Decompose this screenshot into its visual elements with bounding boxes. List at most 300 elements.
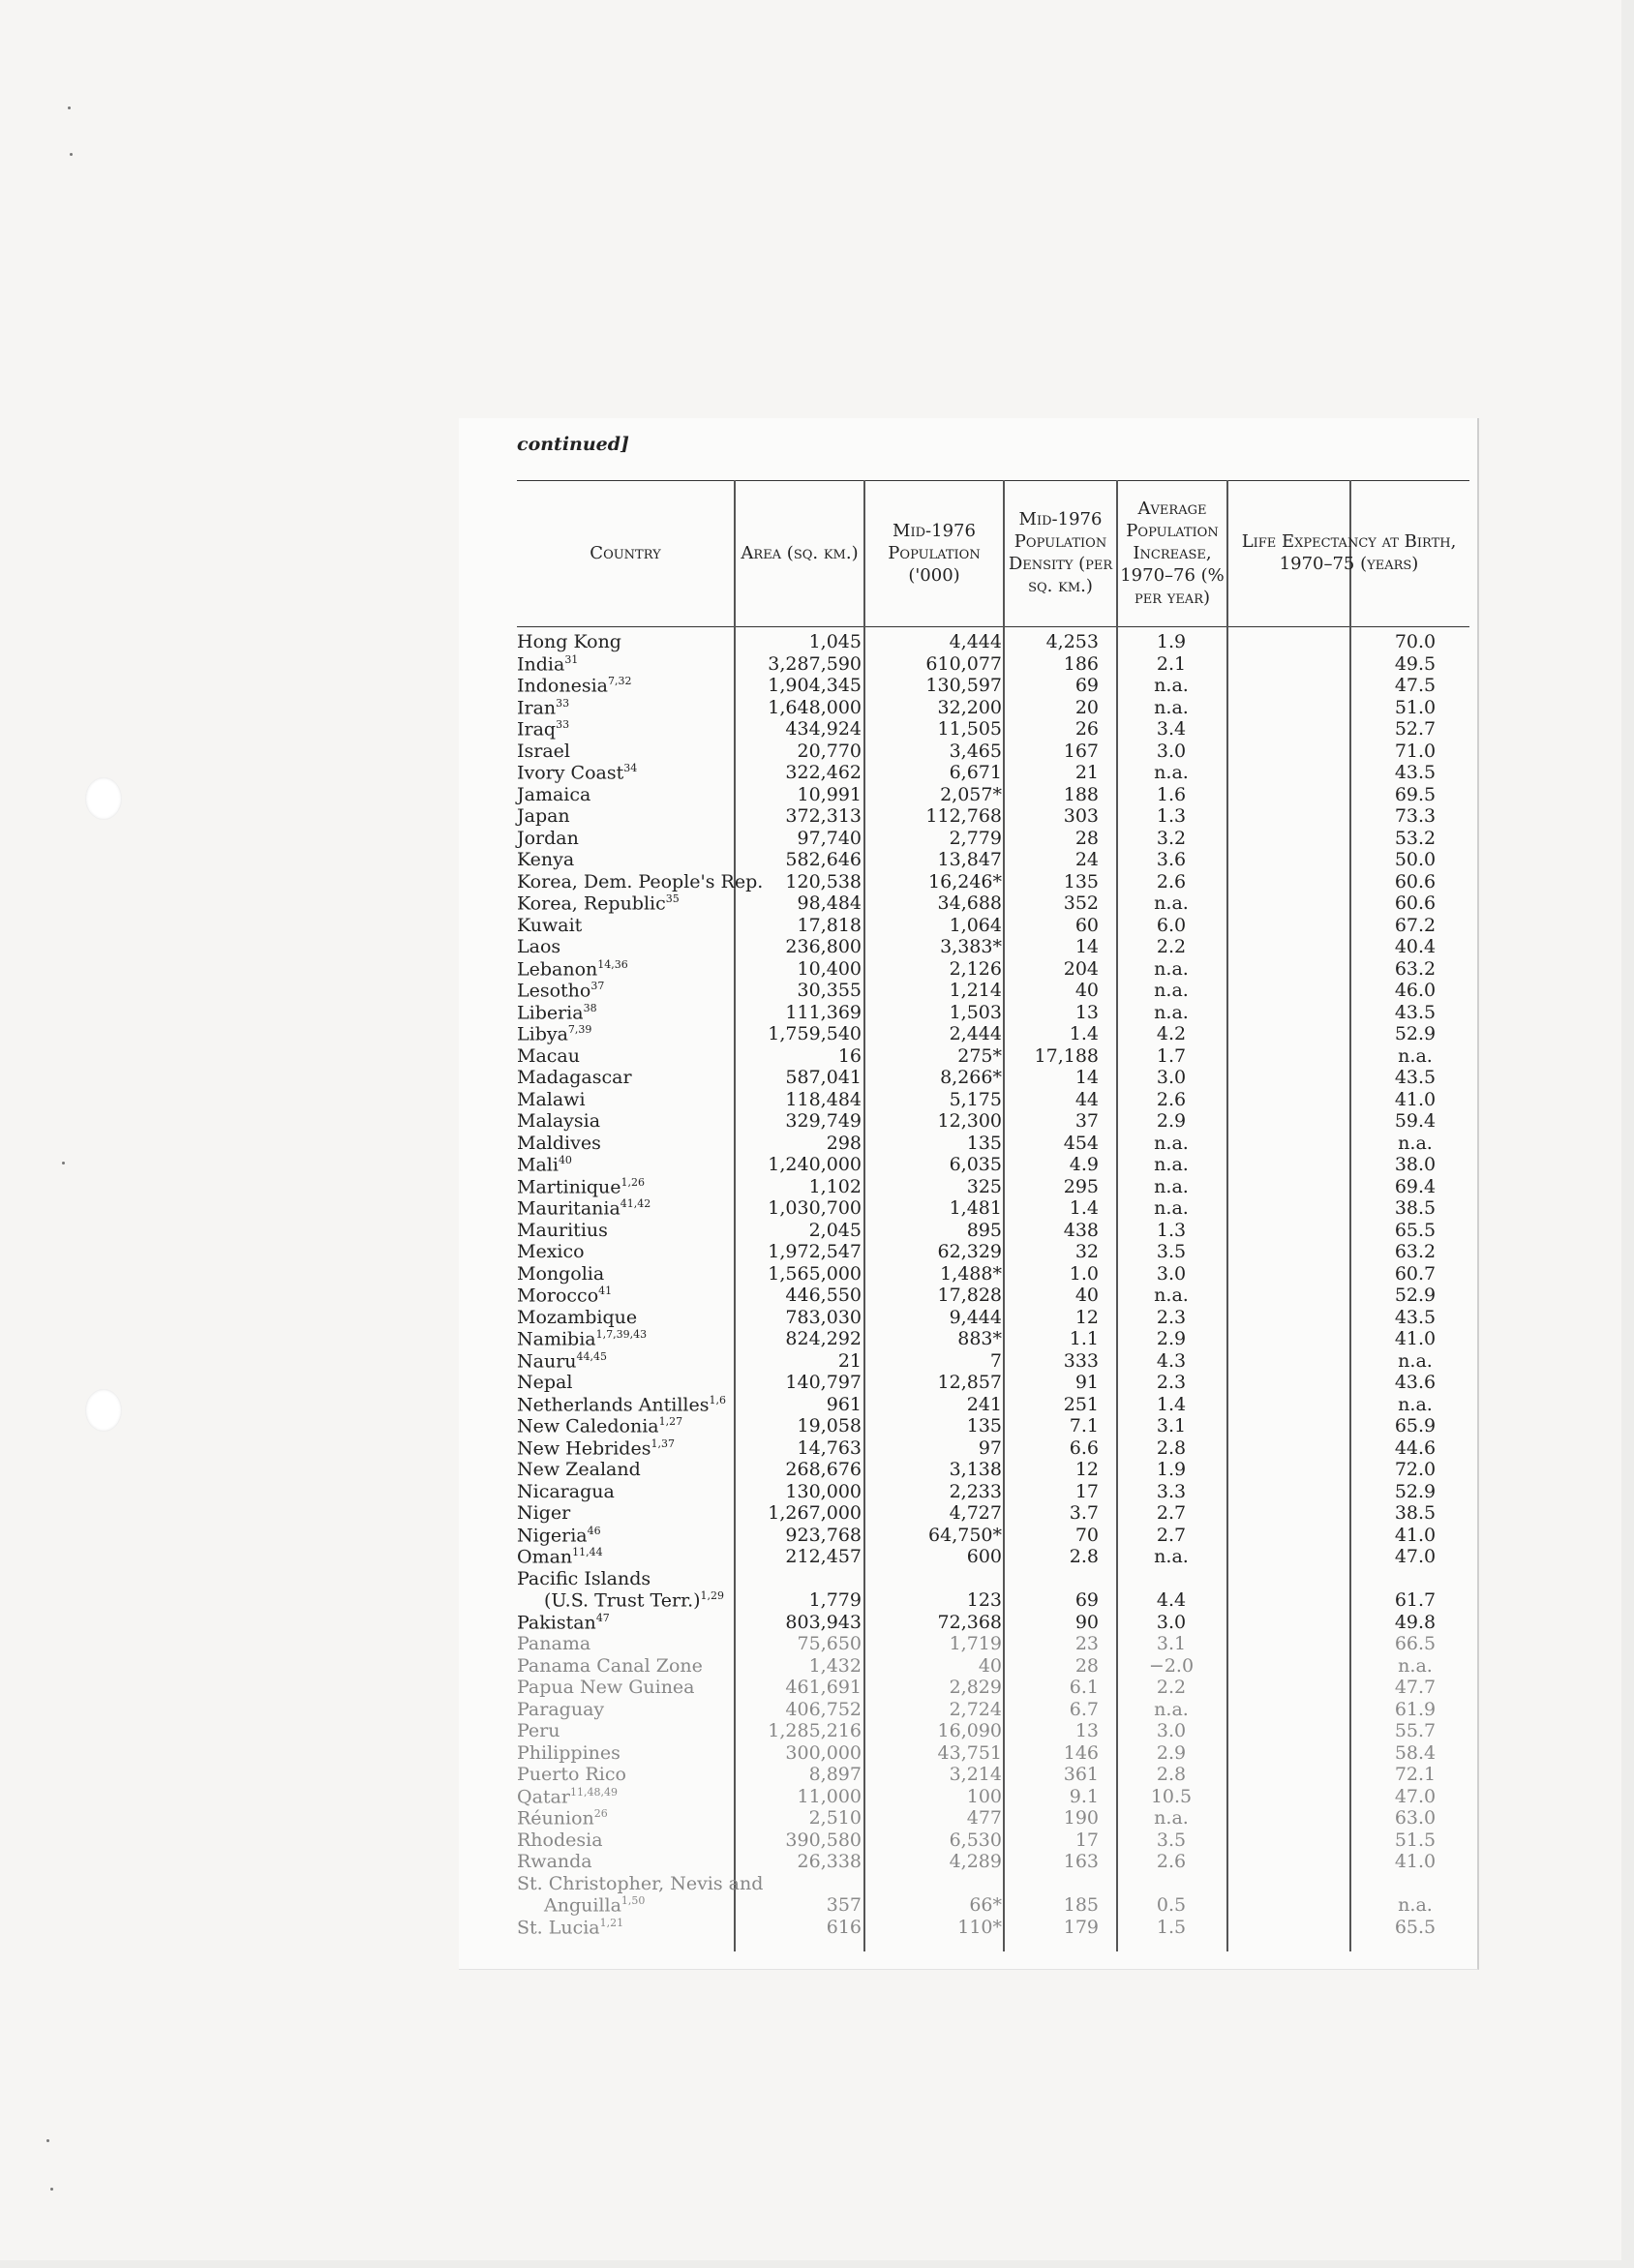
cell-life: 63.2 <box>1394 957 1437 980</box>
cell-den: 1.4 <box>1069 1023 1099 1044</box>
cell-pop: 1,719 <box>949 1633 1002 1654</box>
cell-inc: 4.4 <box>1156 1589 1187 1611</box>
cell-area: 1,904,345 <box>768 675 862 696</box>
cell-inc: 2.3 <box>1156 1306 1187 1328</box>
country-label: Nicaragua <box>517 1480 615 1502</box>
cell-area: 2,045 <box>808 1219 862 1241</box>
footnote-ref: 14,36 <box>597 957 628 971</box>
cell-inc: 2.9 <box>1156 1328 1187 1349</box>
cell-life: 43.5 <box>1394 1001 1437 1023</box>
cell-den: 3.7 <box>1069 1502 1099 1524</box>
cell-den: 60 <box>1074 914 1099 936</box>
cell-area: 236,800 <box>785 936 862 957</box>
footnote-ref: 35 <box>665 892 680 905</box>
cell-life: 60.6 <box>1394 870 1437 892</box>
header-life-expectancy: Life Expectancy at Birth, 1970–75 (years) <box>1241 531 1457 574</box>
country-label: Martinique <box>517 1175 621 1197</box>
table-row <box>517 762 1469 784</box>
cell-inc: 3.1 <box>1156 1633 1187 1654</box>
cell-area: 298 <box>826 1132 862 1154</box>
cell-inc: 0.5 <box>1156 1894 1187 1916</box>
footnote-ref: 11,48,49 <box>569 1785 618 1799</box>
country-name <box>517 1394 726 1415</box>
cell-pop: 2,779 <box>949 827 1002 849</box>
cell-den: 352 <box>1063 892 1099 914</box>
cell-pop: 110* <box>957 1916 1002 1938</box>
cell-area: 357 <box>826 1894 862 1916</box>
cell-den: 24 <box>1074 849 1099 870</box>
country-name <box>517 1568 651 1589</box>
country-name <box>517 631 621 652</box>
cell-pop: 2,126 <box>949 957 1002 980</box>
table-row <box>517 1197 1469 1220</box>
header-country: Country <box>590 542 661 563</box>
country-label: Philippines <box>517 1741 620 1764</box>
cell-life: 43.5 <box>1394 1067 1437 1088</box>
table-row <box>517 1568 1469 1590</box>
cell-area: 616 <box>826 1916 862 1938</box>
cell-den: 190 <box>1063 1807 1099 1829</box>
country-name <box>517 784 590 805</box>
cell-area: 803,943 <box>785 1611 862 1633</box>
cell-inc: n.a. <box>1154 892 1189 914</box>
table-row <box>517 871 1469 893</box>
country-label: Pakistan <box>517 1611 596 1633</box>
cell-pop: 72,368 <box>937 1611 1002 1633</box>
cell-den: 26 <box>1074 718 1099 740</box>
table-row <box>517 1176 1469 1198</box>
table-row <box>517 1807 1469 1830</box>
cell-inc: n.a. <box>1154 957 1189 980</box>
cell-life: 47.7 <box>1394 1677 1437 1698</box>
table-row <box>517 1633 1469 1655</box>
cell-pop: 2,444 <box>949 1023 1002 1044</box>
country-label: Mauritania <box>517 1197 620 1220</box>
cell-pop: 64,750* <box>928 1524 1002 1546</box>
cell-area: 140,797 <box>785 1372 862 1393</box>
cell-area: 446,550 <box>785 1285 862 1306</box>
table-row <box>517 1481 1469 1503</box>
cell-area: 212,457 <box>785 1546 862 1567</box>
country-name <box>517 1197 651 1219</box>
cell-life: 38.5 <box>1394 1197 1437 1219</box>
cell-inc: 3.3 <box>1156 1480 1187 1502</box>
cell-pop: 1,481 <box>949 1197 1002 1219</box>
country-label: St. Lucia <box>517 1916 600 1938</box>
scan-speck <box>62 1162 65 1164</box>
scan-speck <box>68 106 71 109</box>
country-name <box>517 1241 585 1262</box>
cell-inc: 1.4 <box>1156 1393 1187 1415</box>
cell-pop: 3,465 <box>949 740 1002 762</box>
country-label: Niger <box>517 1502 571 1524</box>
cell-pop: 1,214 <box>949 980 1002 1001</box>
cell-pop: 6,035 <box>949 1154 1002 1175</box>
cell-pop: 66* <box>969 1894 1002 1916</box>
country-name <box>517 849 574 870</box>
cell-inc: 2.2 <box>1156 936 1187 957</box>
cell-life: 69.5 <box>1394 783 1437 805</box>
cell-inc: n.a. <box>1154 1154 1189 1175</box>
country-label: Libya <box>517 1023 568 1045</box>
punch-hole <box>85 777 122 820</box>
country-label: Hong Kong <box>517 631 621 652</box>
cell-den: 21 <box>1074 762 1099 783</box>
footnote-ref: 37 <box>590 980 605 992</box>
country-name <box>517 741 570 762</box>
cell-den: 40 <box>1074 980 1099 1001</box>
table-row <box>517 980 1469 1002</box>
cell-area: 1,432 <box>808 1654 862 1677</box>
cell-inc: 2.3 <box>1156 1372 1187 1393</box>
continued-label: continued] <box>517 434 630 455</box>
country-name <box>517 1133 601 1154</box>
header-density: Mid-1976 Population Density (per sq. km.) <box>1008 509 1113 596</box>
country-name <box>517 1307 637 1328</box>
cell-life: 73.3 <box>1394 805 1437 827</box>
cell-inc: 2.9 <box>1156 1741 1187 1764</box>
country-label: Peru <box>517 1720 560 1741</box>
cell-pop: 4,289 <box>949 1851 1002 1872</box>
cell-life: 63.0 <box>1394 1807 1437 1829</box>
cell-area: 14,763 <box>797 1436 862 1459</box>
country-label: St. Christopher, Nevis and <box>517 1872 764 1894</box>
footnote-ref: 26 <box>593 1807 608 1820</box>
country-label: Kuwait <box>517 914 583 936</box>
cell-life: 60.7 <box>1394 1262 1437 1285</box>
country-name <box>544 1894 645 1916</box>
cell-den: 188 <box>1063 783 1099 805</box>
cell-inc: 2.7 <box>1156 1502 1187 1524</box>
cell-pop: 12,300 <box>937 1110 1002 1132</box>
cell-pop: 16,246* <box>928 870 1002 892</box>
table-row <box>517 1307 1469 1329</box>
cell-pop: 325 <box>966 1175 1002 1197</box>
cell-life: n.a. <box>1398 1894 1433 1916</box>
cell-inc: 3.5 <box>1156 1241 1187 1262</box>
country-name <box>517 1154 572 1175</box>
cell-area: 1,102 <box>808 1175 862 1197</box>
cell-area: 2,510 <box>808 1807 862 1829</box>
country-name <box>517 1437 675 1459</box>
cell-den: 6.7 <box>1069 1698 1099 1720</box>
cell-den: 28 <box>1074 1654 1099 1677</box>
cell-life: 72.1 <box>1394 1764 1437 1785</box>
country-label: Netherlands Antilles <box>517 1393 710 1415</box>
cell-pop: 2,724 <box>949 1698 1002 1720</box>
cell-inc: n.a. <box>1154 1197 1189 1219</box>
cell-life: 51.0 <box>1394 696 1437 718</box>
country-label: Paraguay <box>517 1698 605 1720</box>
country-label: Panama <box>517 1633 591 1654</box>
country-name <box>517 762 637 783</box>
footnote-ref: 38 <box>583 1001 597 1014</box>
cell-inc: 2.8 <box>1156 1436 1187 1459</box>
cell-den: 6.1 <box>1069 1677 1099 1698</box>
table-row <box>517 1154 1469 1176</box>
cell-pop: 4,444 <box>949 631 1002 652</box>
table-row <box>517 653 1469 676</box>
country-name <box>517 1720 560 1741</box>
country-name <box>517 1023 591 1044</box>
cell-den: 7.1 <box>1069 1415 1099 1436</box>
country-label: Indonesia <box>517 675 608 697</box>
cell-inc: 1.3 <box>1156 805 1187 827</box>
table-row <box>517 805 1469 828</box>
cell-inc: n.a. <box>1154 675 1189 696</box>
cell-life: 38.0 <box>1394 1154 1437 1175</box>
cell-den: 204 <box>1063 957 1099 980</box>
cell-pop: 275* <box>957 1044 1002 1067</box>
cell-den: 70 <box>1074 1524 1099 1546</box>
table-row <box>517 1677 1469 1699</box>
cell-den: 17,188 <box>1034 1044 1099 1067</box>
table-row <box>517 741 1469 763</box>
footnote-ref: 1,26 <box>620 1175 646 1189</box>
cell-inc: 3.5 <box>1156 1829 1187 1851</box>
table-row <box>517 1894 1469 1917</box>
country-name <box>517 1655 703 1677</box>
table-row <box>517 1089 1469 1111</box>
cell-life: 72.0 <box>1394 1459 1437 1480</box>
table-row <box>517 1263 1469 1285</box>
cell-pop: 112,768 <box>925 805 1002 827</box>
country-label: Nepal <box>517 1372 573 1393</box>
cell-pop: 97 <box>978 1436 1002 1459</box>
cell-area: 961 <box>826 1393 862 1415</box>
footnote-ref: 1,27 <box>658 1415 683 1428</box>
country-name <box>517 1285 612 1306</box>
footnote-ref: 33 <box>556 718 570 731</box>
cell-area: 97,740 <box>797 827 862 849</box>
cell-life: 65.5 <box>1394 1219 1437 1241</box>
table-row <box>517 1873 1469 1895</box>
country-name <box>517 1677 695 1698</box>
cell-den: 13 <box>1074 1720 1099 1741</box>
table-row <box>517 1220 1469 1242</box>
table-row <box>517 1851 1469 1873</box>
cell-life: 69.4 <box>1394 1175 1437 1197</box>
country-label: Korea, Dem. People's Rep. <box>517 870 764 892</box>
cell-den: 4,253 <box>1045 631 1099 652</box>
cell-pop: 1,064 <box>949 914 1002 936</box>
country-name <box>517 1045 580 1067</box>
country-label: (U.S. Trust Terr.) <box>544 1589 701 1612</box>
cell-inc: n.a. <box>1154 1175 1189 1197</box>
country-name <box>517 1176 645 1197</box>
table-row <box>517 784 1469 806</box>
cell-area: 30,355 <box>797 980 862 1001</box>
cell-area: 20,770 <box>797 740 862 762</box>
country-name <box>517 1807 608 1829</box>
footnote-ref: 41 <box>598 1285 613 1297</box>
cell-den: 251 <box>1063 1393 1099 1415</box>
table-row <box>517 1764 1469 1786</box>
country-name <box>517 1917 623 1938</box>
cell-life: 55.7 <box>1394 1720 1437 1741</box>
country-label: Macau <box>517 1044 580 1067</box>
country-label: Morocco <box>517 1285 599 1307</box>
footnote-ref: 46 <box>587 1524 601 1537</box>
table-row <box>517 849 1469 871</box>
country-label: Qatar <box>517 1785 570 1807</box>
cell-life: 52.9 <box>1394 1285 1437 1306</box>
table-row <box>517 1612 1469 1634</box>
cell-area: 98,484 <box>797 892 862 914</box>
cell-inc: 3.6 <box>1156 849 1187 870</box>
cell-life: 70.0 <box>1394 631 1437 652</box>
cell-inc: n.a. <box>1154 1698 1189 1720</box>
cell-inc: −2.0 <box>1148 1654 1195 1677</box>
cell-area: 268,676 <box>785 1459 862 1480</box>
country-name <box>517 1851 592 1872</box>
cell-area: 75,650 <box>797 1633 862 1654</box>
cell-pop: 16,090 <box>937 1720 1002 1741</box>
cell-pop: 13,847 <box>937 849 1002 870</box>
cell-area: 824,292 <box>785 1328 862 1349</box>
cell-den: 20 <box>1074 696 1099 718</box>
cell-life: 50.0 <box>1394 849 1437 870</box>
country-label: Papua New Guinea <box>517 1677 695 1698</box>
cell-den: 1.4 <box>1069 1197 1099 1219</box>
cell-inc: 3.0 <box>1156 1720 1187 1741</box>
cell-life: 38.5 <box>1394 1502 1437 1524</box>
cell-inc: 10.5 <box>1150 1785 1193 1807</box>
country-label: Madagascar <box>517 1067 632 1088</box>
cell-inc: 2.2 <box>1156 1677 1187 1698</box>
cell-pop: 12,857 <box>937 1372 1002 1393</box>
cell-life: 67.2 <box>1394 914 1437 936</box>
cell-pop: 11,505 <box>937 718 1002 740</box>
cell-life: 41.0 <box>1394 1851 1437 1872</box>
country-name <box>517 1525 601 1546</box>
country-name <box>517 1742 620 1764</box>
footnote-ref: 1,7,39,43 <box>595 1328 648 1341</box>
cell-area: 19,058 <box>797 1415 862 1436</box>
country-label: Lesotho <box>517 980 591 1002</box>
cell-area: 372,313 <box>785 805 862 827</box>
country-label: Iraq <box>517 718 557 741</box>
cell-life: n.a. <box>1398 1044 1433 1067</box>
country-label: Nigeria <box>517 1524 588 1546</box>
scan-speck <box>50 2188 53 2191</box>
country-label: Malawi <box>517 1088 586 1110</box>
cell-den: 185 <box>1063 1894 1099 1916</box>
cell-inc: n.a. <box>1154 1285 1189 1306</box>
cell-area: 1,759,540 <box>768 1023 862 1044</box>
country-label: Rwanda <box>517 1851 592 1872</box>
country-name <box>517 1220 608 1241</box>
country-name <box>517 653 578 675</box>
cell-area: 1,285,216 <box>768 1720 862 1741</box>
cell-life: 52.7 <box>1394 718 1437 740</box>
footnote-ref: 7,39 <box>567 1023 592 1036</box>
footnote-ref: 44,45 <box>576 1349 608 1363</box>
cell-life: 63.2 <box>1394 1241 1437 1262</box>
cell-life: 65.5 <box>1394 1916 1437 1938</box>
country-label: Namibia <box>517 1328 596 1350</box>
cell-den: 333 <box>1063 1349 1099 1372</box>
cell-life: 43.6 <box>1394 1372 1437 1393</box>
cell-area: 21 <box>837 1349 862 1372</box>
table-row <box>517 1720 1469 1742</box>
cell-den: 186 <box>1063 652 1099 675</box>
country-label: Oman <box>517 1546 573 1568</box>
cell-den: 146 <box>1063 1741 1099 1764</box>
country-label: Iran <box>517 696 557 718</box>
country-name <box>517 936 560 957</box>
cell-life: 52.9 <box>1394 1023 1437 1044</box>
country-label: Panama Canal Zone <box>517 1654 703 1677</box>
country-name <box>517 892 680 914</box>
country-name <box>517 1612 610 1633</box>
table-row <box>517 1002 1469 1024</box>
cell-inc: 4.2 <box>1156 1023 1187 1044</box>
cell-life: 47.0 <box>1394 1785 1437 1807</box>
cell-pop: 895 <box>966 1219 1002 1241</box>
table-row <box>517 1502 1469 1525</box>
cell-inc: 2.1 <box>1156 652 1187 675</box>
country-label: Jordan <box>517 827 579 849</box>
cell-pop: 7 <box>989 1349 1002 1372</box>
country-label: Liberia <box>517 1001 584 1023</box>
cell-pop: 100 <box>966 1785 1002 1807</box>
country-label: Mongolia <box>517 1262 605 1285</box>
cell-area: 461,691 <box>785 1677 862 1698</box>
cell-den: 1.0 <box>1069 1262 1099 1285</box>
cell-inc: n.a. <box>1154 1807 1189 1829</box>
country-label: Ivory Coast <box>517 762 624 784</box>
country-label: Rhodesia <box>517 1829 603 1851</box>
footnote-ref: 1,29 <box>700 1589 725 1602</box>
cell-life: 41.0 <box>1394 1088 1437 1110</box>
cell-area: 582,646 <box>785 849 862 870</box>
cell-den: 13 <box>1074 1001 1099 1023</box>
country-name <box>517 1481 615 1502</box>
cell-area: 16 <box>837 1044 862 1067</box>
cell-life: n.a. <box>1398 1132 1433 1154</box>
table-row <box>517 1394 1469 1416</box>
country-name <box>517 1002 597 1023</box>
cell-life: 47.5 <box>1394 675 1437 696</box>
cell-pop: 40 <box>978 1654 1002 1677</box>
cell-life: 61.7 <box>1394 1589 1437 1611</box>
footnote-ref: 33 <box>556 696 570 710</box>
cell-inc: 1.9 <box>1156 1459 1187 1480</box>
country-label: Kenya <box>517 849 575 870</box>
cell-area: 322,462 <box>785 762 862 783</box>
country-label: Korea, Republic <box>517 892 666 915</box>
cell-den: 167 <box>1063 740 1099 762</box>
cell-pop: 477 <box>966 1807 1002 1829</box>
cell-pop: 135 <box>966 1415 1002 1436</box>
cell-den: 454 <box>1063 1132 1099 1154</box>
cell-life: 65.9 <box>1394 1415 1437 1436</box>
country-name <box>517 1873 763 1894</box>
cell-life: 43.5 <box>1394 1306 1437 1328</box>
cell-den: 69 <box>1074 1589 1099 1611</box>
cell-area: 11,000 <box>797 1785 862 1807</box>
cell-den: 91 <box>1074 1372 1099 1393</box>
country-label: Mali <box>517 1154 559 1176</box>
table-row <box>517 828 1469 850</box>
country-label: Anguilla <box>544 1894 621 1917</box>
country-label: Mozambique <box>517 1306 638 1328</box>
cell-inc: 1.5 <box>1156 1916 1187 1938</box>
country-name <box>517 980 604 1001</box>
cell-inc: 1.7 <box>1156 1044 1187 1067</box>
cell-inc: 3.0 <box>1156 1067 1187 1088</box>
